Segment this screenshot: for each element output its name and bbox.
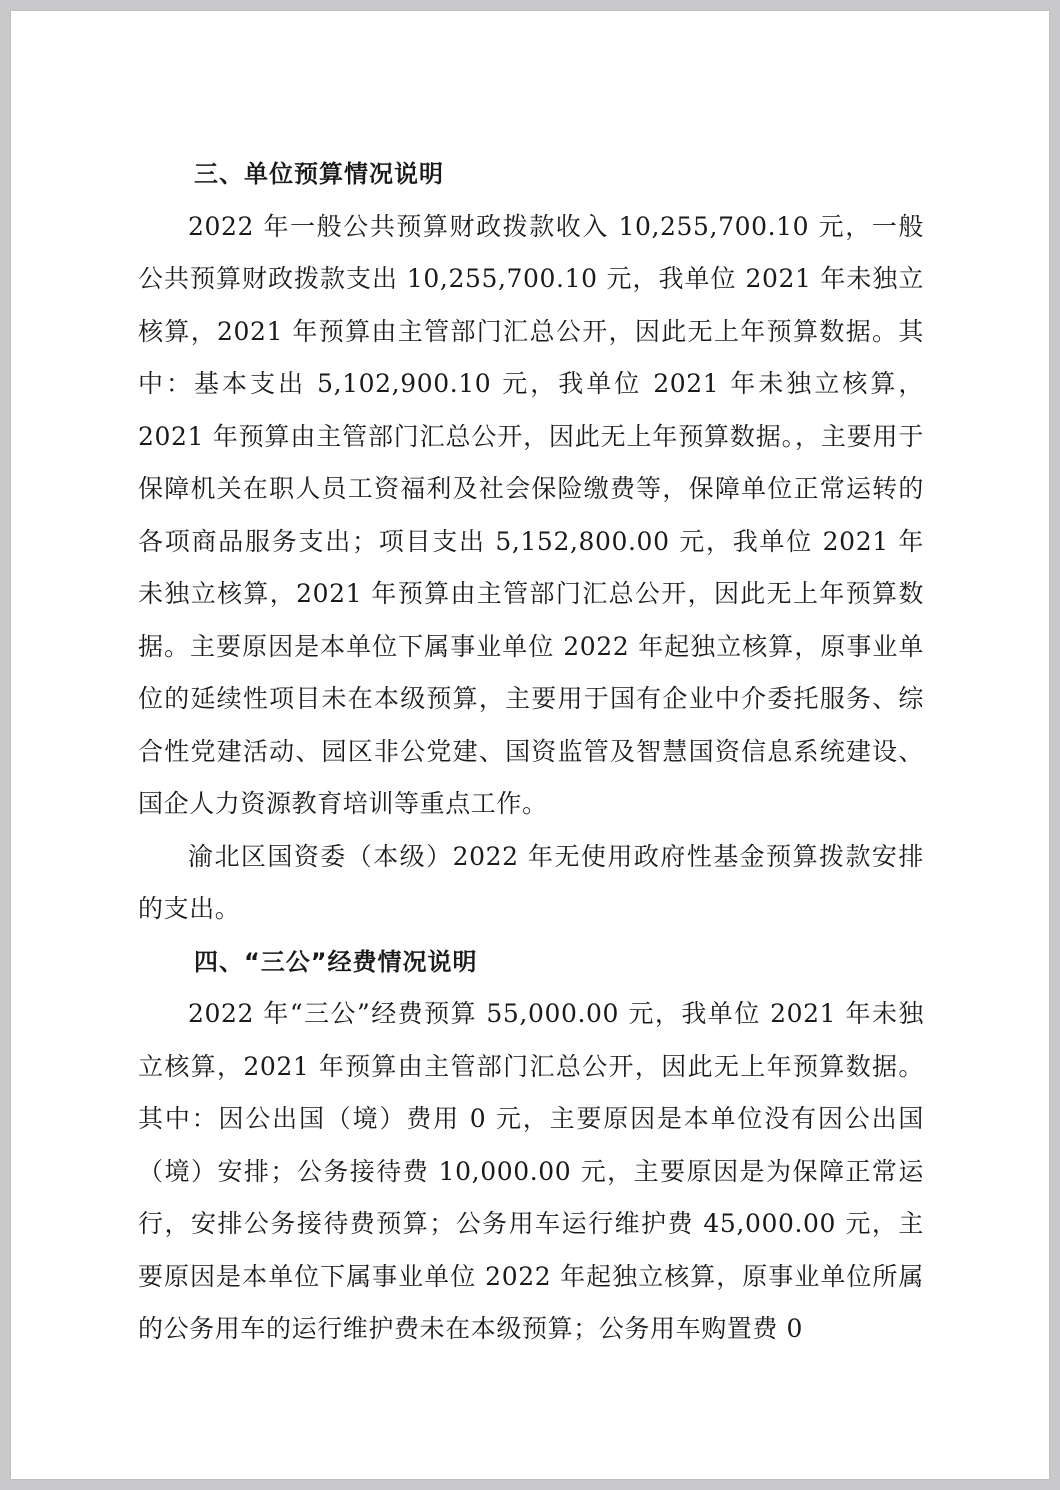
section-heading-three-public-expenses: 四、“三公”经费情况说明 bbox=[194, 947, 478, 976]
paragraph-budget-overview: 2022 年一般公共预算财政拨款收入 10,255,700.10 元，一般公共预算财政拨款支出 10,255,700.10 元，我单位 2021 年未独立核算，2021 年预算由主管部门汇总公开，因此无上年预算数据。其中：基本支出 5,102,900.10 元，我单位 2021 年未独立核算，2021 年预算由主管部门汇总公开，因此无上年预算数据。，主要用于保障机关在职人员工资福利及社会保险缴费等，保障单位正常运转的各项商品服务支出；项目支出 5,152,800.00 元，我单位 2021 年未独立核算，2021 年预算由主管部门汇总公开，因此无上年预算数据。主要原因是本单位下属事业单位 2022 年起独立核算，原事业单位的延续性项目未在本级预算，主要用于国有企业中介委托服务、综合性党建活动、园区非公党建、国资监管及智慧国资信息系统建设、国企人力资源教育培训等重点工作。 bbox=[138, 211, 924, 818]
document-page bbox=[11, 11, 1049, 1479]
paragraph-three-public-expenses: 2022 年“三公”经费预算 55,000.00 元，我单位 2021 年未独立核算，2021 年预算由主管部门汇总公开，因此无上年预算数据。其中：因公出国（境）费用 0 元，主要原因是本单位没有因公出国（境）安排；公务接待费 10,000.00 元，主要原因是为保障正常运行，安排公务接待费预算；公务用车运行维护费 45,000.00 元，主要原因是本单位下属事业单位 2022 年起独立核算，原事业单位所属的公务用车的运行维护费未在本级预算；公务用车购置费 0 bbox=[138, 999, 924, 1343]
document-body bbox=[138, 148, 924, 1356]
paragraph-government-fund: 渝北区国资委（本级）2022 年无使用政府性基金预算拨款安排的支出。 bbox=[138, 841, 924, 923]
section-heading-unit-budget: 三、单位预算情况说明 bbox=[194, 160, 444, 188]
